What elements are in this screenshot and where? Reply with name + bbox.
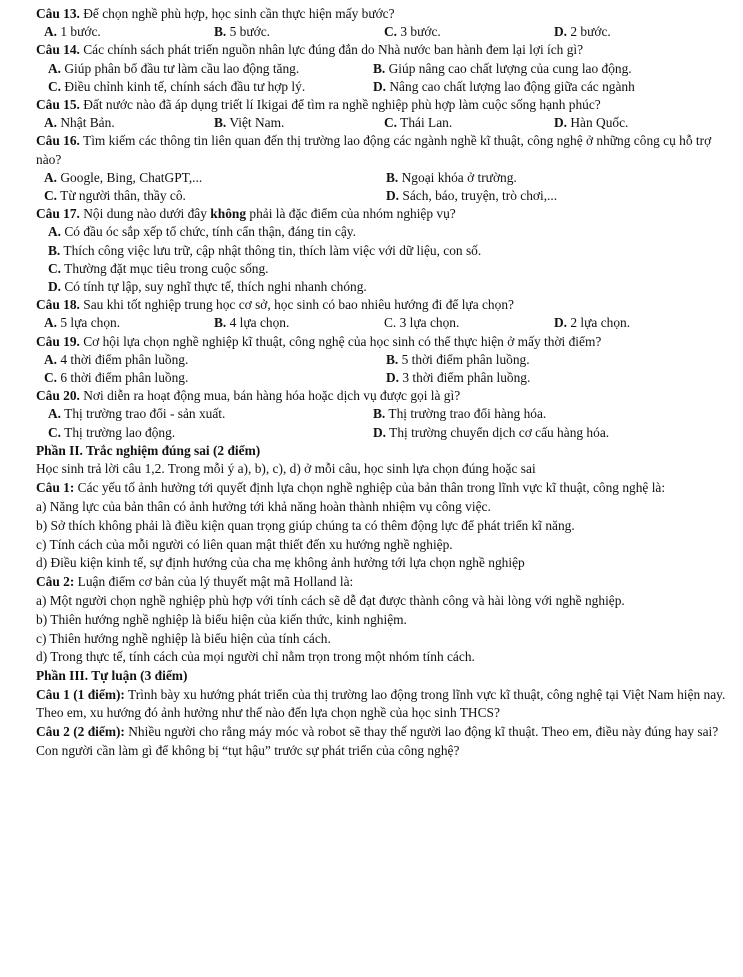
part2-question-1 [36, 479, 727, 498]
option-text: Hàn Quốc. [567, 115, 629, 131]
question-text: Cơ hội lựa chọn nghề nghiệp kĩ thuật, công nghệ của học sinh có thể thực hiện ở mấy thời điểm? [79, 333, 602, 349]
option-b [214, 114, 384, 132]
option-text: 2 lựa chọn. [567, 315, 631, 331]
option-text: Thái Lan. [397, 115, 453, 131]
option-text: Thích công việc lưu trữ, cập nhật thông tin, thích làm việc với dữ liệu, con số. [60, 242, 482, 258]
option-b [214, 23, 384, 41]
option-text: Thị trường trao đổi hàng hóa. [385, 406, 547, 422]
statement-item: b) Thiên hướng nghề nghiệp là biểu hiện của kiến thức, kinh nghiệm. [36, 611, 407, 627]
question-14 [36, 41, 727, 96]
option-text: Có đầu óc sắp xếp tổ chức, tính cẩn thận, đáng tin cậy. [61, 224, 356, 240]
option-a [44, 23, 214, 41]
option-text: 4 thời điểm phân luồng. [57, 351, 189, 367]
option-d [48, 278, 727, 296]
option-a [48, 405, 373, 423]
question-number: Câu 17. [36, 206, 80, 222]
option-label: B. [386, 351, 399, 367]
option-label: A. [44, 115, 58, 131]
option-text: Thường đặt mục tiêu trong cuộc sống. [61, 260, 269, 276]
option-label: A. [44, 315, 58, 331]
option-text: Điều chỉnh kinh tế, chính sách đầu tư hợp lý. [61, 78, 306, 94]
statement-item: d) Điều kiện kinh tế, sự định hướng của cha mẹ không ảnh hưởng tới lựa chọn nghề nghiệp [36, 555, 525, 571]
question-number: Câu 13. [36, 6, 80, 21]
statement-item: d) Trong thực tế, tính cách của mọi người chỉ nằm trọn trong một nhóm tính cách. [36, 649, 475, 665]
option-d [386, 369, 727, 387]
option-text: Nhật Bản. [57, 115, 115, 131]
option-label: C. [48, 260, 62, 276]
option-label: C. [48, 424, 62, 440]
question-text: Các chính sách phát triển nguồn nhân lực đúng đắn do Nhà nước ban hành đem lại lợi ích gì? [79, 42, 584, 58]
question-text: Sau khi tốt nghiệp trung học cơ sở, học sinh có bao nhiêu hướng đi để lựa chọn? [79, 297, 514, 313]
option-text: 2 bước. [567, 24, 611, 40]
question-stem [36, 387, 727, 405]
question-number: Câu 2: [36, 574, 75, 590]
option-text: Sách, báo, truyện, trò chơi,... [399, 188, 558, 204]
option-d [554, 23, 724, 41]
option-c [48, 260, 727, 278]
option-label: A. [48, 60, 62, 76]
option-a [44, 169, 386, 187]
option-c [384, 23, 554, 41]
question-18 [36, 296, 727, 332]
question-stem [36, 333, 727, 351]
question-17 [36, 205, 727, 296]
question-text: Nhiều người cho rằng máy móc và robot sẽ thay thế người lao động kĩ thuật. Theo em, điều này đúng hay sai? Con người cần làm gì để không bị “tụt hậu” trước sự phát triển của công nghệ? [36, 724, 719, 759]
option-label: B. [214, 115, 227, 131]
statement-item: c) Tính cách của mỗi người có liên quan mật thiết đến xu hướng nghề nghiệp. [36, 536, 453, 552]
question-16 [36, 132, 727, 205]
option-text: 5 lựa chọn. [57, 315, 121, 331]
option-text: 5 thời điểm phân luồng. [398, 351, 530, 367]
option-text: 1 bước. [57, 24, 101, 40]
question-stem [36, 41, 727, 59]
option-label: D. [373, 78, 387, 94]
option-label: A. [48, 406, 62, 422]
statement-item: a) Năng lực của bản thân có ảnh hưởng tới khả năng hoàn thành nhiệm vụ công việc. [36, 498, 491, 514]
option-text: Việt Nam. [226, 115, 285, 131]
part2-instruction: Học sinh trả lời câu 1,2. Trong mỗi ý a), b), c), d) ở mỗi câu, học sinh lựa chọn đúng hoặc sai [36, 461, 536, 477]
option-text: 5 bước. [226, 24, 270, 40]
option-label: D. [48, 279, 62, 295]
question-text: Các yếu tố ảnh hưởng tới quyết định lựa chọn nghề nghiệp của bản thân trong lĩnh vực kĩ thuật, công nghệ là: [74, 480, 666, 496]
option-text: Thị trường chuyển dịch cơ cấu hàng hóa. [386, 424, 610, 440]
options [44, 351, 727, 387]
option-c [44, 369, 386, 387]
option-text: 6 thời điểm phân luồng. [57, 370, 189, 386]
option-label: B. [373, 60, 386, 76]
option-label: C. [44, 188, 58, 204]
option-label: A. [44, 169, 58, 185]
option-text: Giúp phân bổ đầu tư làm cầu lao động tăng. [61, 60, 300, 76]
options [48, 223, 727, 296]
options [44, 114, 727, 132]
option-text: Có tính tự lập, suy nghĩ thực tế, thích nghi nhanh chóng. [61, 279, 367, 295]
option-c [384, 114, 554, 132]
question-20 [36, 387, 727, 442]
option-label: A. [44, 351, 58, 367]
options [44, 169, 727, 205]
option-a [48, 223, 727, 241]
question-15 [36, 96, 727, 132]
option-d [554, 314, 724, 332]
option-c [48, 424, 373, 442]
option-a [44, 114, 214, 132]
part2-question-2 [36, 573, 727, 592]
statement-item: b) Sở thích không phải là điều kiện quan trọng giúp chúng ta có thêm động lực để phát triển kĩ năng. [36, 517, 575, 533]
option-label: D. [373, 424, 387, 440]
question-text: Để chọn nghề phù hợp, học sinh cần thực hiện mấy bước? [79, 6, 395, 21]
option-label: D. [386, 188, 400, 204]
option-b [214, 314, 384, 332]
question-stem [36, 5, 727, 23]
option-text: Thị trường lao động. [61, 424, 176, 440]
options [48, 405, 727, 441]
option-label: C. [384, 115, 398, 131]
option-label: B. [214, 315, 227, 331]
option-label: B. [373, 406, 386, 422]
question-emphasis: không [210, 206, 247, 222]
option-label: C. [384, 315, 397, 331]
option-text: Google, Bing, ChatGPT,... [57, 169, 203, 185]
option-label: A. [44, 24, 58, 40]
option-text: 3 lựa chọn. [396, 315, 460, 331]
option-a [44, 314, 214, 332]
question-text-end: phải là đặc điểm của nhóm nghiệp vụ? [246, 206, 456, 222]
option-d [554, 114, 724, 132]
option-text: Thị trường trao đổi - sản xuất. [61, 406, 226, 422]
statement-item: c) Thiên hướng nghề nghiệp là biểu hiện của tính cách. [36, 630, 331, 646]
statement-item: a) Một người chọn nghề nghiệp phù hợp với tính cách sẽ dễ đạt được thành công và hài lòng với nghề nghiệp. [36, 592, 625, 608]
question-number: Câu 20. [36, 388, 80, 404]
options [44, 23, 727, 41]
option-label: B. [214, 24, 227, 40]
question-stem [36, 296, 727, 314]
option-label: C. [44, 370, 58, 386]
question-text: Tìm kiếm các thông tin liên quan đến thị trường lao động các ngành nghề kĩ thuật, công nghệ ở những công cụ hỗ trợ nào? [36, 133, 712, 167]
option-c [48, 78, 373, 96]
option-a [48, 60, 373, 78]
option-b [48, 242, 727, 260]
option-label: A. [48, 224, 62, 240]
question-text: Đất nước nào đã áp dụng triết lí Ikigai để tìm ra nghề nghiệp phù hợp làm cuộc sống hạnh phúc? [79, 97, 601, 113]
option-label: D. [554, 24, 568, 40]
option-label: C. [384, 24, 398, 40]
essay-question-2 [36, 723, 727, 761]
option-label: D. [386, 370, 400, 386]
option-text: Giúp nâng cao chất lượng của cung lao động. [385, 60, 632, 76]
question-13 [36, 5, 727, 41]
question-text: Nơi diễn ra hoạt động mua, bán hàng hóa hoặc dịch vụ được gọi là gì? [79, 388, 461, 404]
option-b [373, 60, 727, 78]
option-label: D. [554, 115, 568, 131]
option-c [44, 187, 386, 205]
option-b [386, 351, 727, 369]
option-b [373, 405, 727, 423]
option-text: 3 thời điểm phân luồng. [399, 370, 531, 386]
question-stem [36, 132, 727, 168]
question-stem [36, 96, 727, 114]
option-text: Nâng cao chất lượng lao động giữa các ngành [386, 78, 635, 94]
option-text: 3 bước. [397, 24, 441, 40]
option-text: Từ người thân, thầy cô. [57, 188, 186, 204]
option-b [386, 169, 727, 187]
question-number: Câu 1: [36, 480, 75, 496]
question-text: Nội dung nào dưới đây [79, 206, 211, 222]
option-d [373, 78, 727, 96]
option-label: D. [554, 315, 568, 331]
question-number: Câu 15. [36, 97, 80, 113]
option-d [386, 187, 727, 205]
question-19 [36, 333, 727, 388]
options [44, 314, 727, 332]
question-number: Câu 18. [36, 297, 80, 313]
option-label: B. [48, 242, 61, 258]
option-d [373, 424, 727, 442]
question-stem [36, 205, 727, 223]
section-title-part-3: Phần III. Tự luận (3 điểm) [36, 668, 188, 684]
section-title-part-2: Phần II. Trắc nghiệm đúng sai (2 điểm) [36, 442, 261, 458]
question-number: Câu 16. [36, 133, 80, 149]
question-number: Câu 19. [36, 333, 80, 349]
question-number: Câu 2 (2 điểm): [36, 724, 125, 740]
question-number: Câu 1 (1 điểm): [36, 686, 125, 702]
essay-question-1 [36, 686, 727, 724]
option-text: Ngoại khóa ở trường. [398, 169, 517, 185]
option-a [44, 351, 386, 369]
options [48, 60, 727, 96]
question-number: Câu 14. [36, 42, 80, 58]
question-text: Trình bày xu hướng phát triển của thị trường lao động trong lĩnh vực kĩ thuật, công nghệ tại Việt Nam hiện nay. Theo em, xu hướng đó ảnh hưởng như thế nào đến lựa chọn nghề của học sinh THCS? [36, 686, 726, 721]
option-text: 4 lựa chọn. [226, 315, 290, 331]
question-text: Luận điểm cơ bản của lý thuyết mật mã Holland là: [74, 574, 354, 590]
option-c [384, 314, 554, 332]
option-label: B. [386, 169, 399, 185]
option-label: C. [48, 78, 62, 94]
